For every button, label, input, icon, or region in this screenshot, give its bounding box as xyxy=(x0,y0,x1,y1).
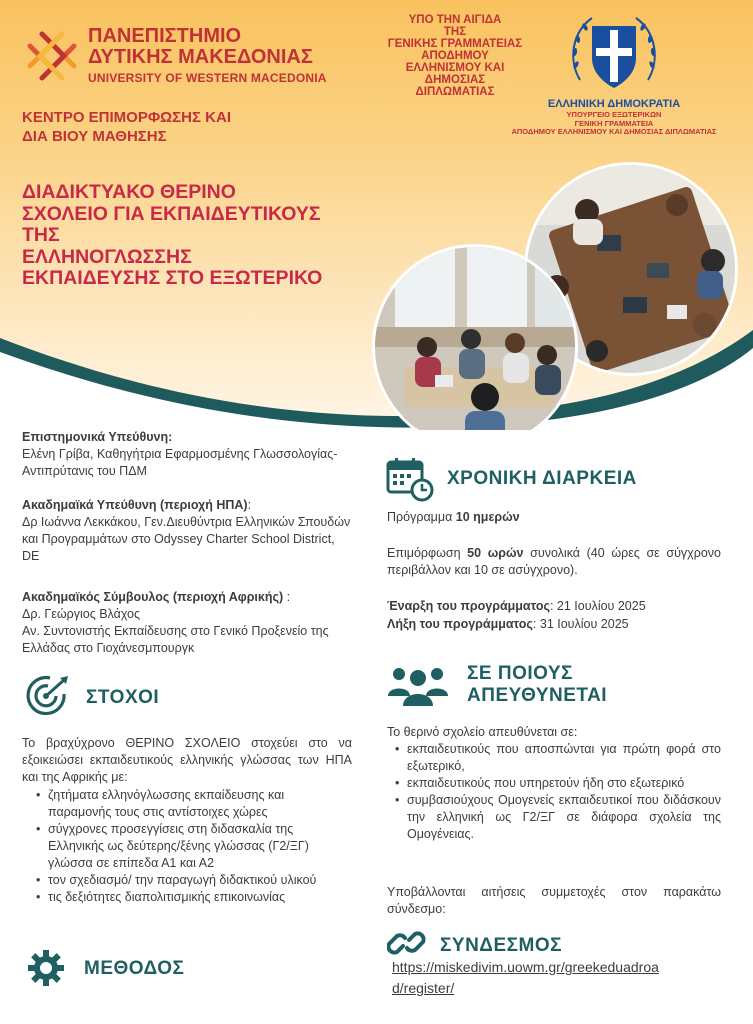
audience-heading: ΣΕ ΠΟΙΟΥΣ ΑΠΕΥΘΥΝΕΤΑΙ xyxy=(467,663,608,706)
academic-advisor: Ακαδημαϊκός Σύμβουλος (περιοχή Αφρικής) : Δρ. Γεώργιος Βλάχος Αν. Συντονιστής Εκπαίδευσης στο Γενικό Προξενείο της Ελλάδας στο Γιοχάνεσμπουργκ xyxy=(22,589,352,657)
gov-title: ΕΛΛΗΝΙΚΗ ΔΗΜΟΚΡΑΤΙΑ xyxy=(547,98,681,110)
link-icon xyxy=(387,926,427,960)
list-item: • ζητήματα ελληνόγλωσσης εκπαίδευσης και παραμονής τους στις αντίστοιχες χώρες xyxy=(34,787,344,821)
link-heading: ΣΥΝΔΕΣΜΟΣ xyxy=(440,935,563,956)
list-item: • εκπαιδευτικούς που υπηρετούν ήδη στο εξωτερικό xyxy=(393,775,721,792)
list-item: • σύγχρονες προσεγγίσεις στη διδασκαλία της Ελληνικής ως δεύτερης/ξένης γλώσσας (Γ2/ΞΓ) γλώσσα σε επίπεδα Α1 και Α2 xyxy=(34,821,344,872)
academic-advisor-text: Αν. Συντονιστής Εκπαίδευσης στο Γενικό Προξενείο της Ελλάδας στο Γιοχάνεσμπουργκ xyxy=(22,624,329,655)
aegis-text: ΥΠΟ ΤΗΝ ΑΙΓΙΔΑ ΤΗΣ ΓΕΝΙΚΗΣ ΓΡΑΜΜΑΤΕΙΑΣ ΑΠΟΔΗΜΟΥ ΕΛΛΗΝΙΣΜΟΥ ΚΑΙ ΔΗΜΟΣΙΑΣ ΔΙΠΛΩΜΑΤΙΑΣ xyxy=(387,14,523,98)
university-logo-icon xyxy=(22,26,82,86)
university-name: ΠΑΝΕΠΙΣΤΗΜΙΟ ΔΥΤΙΚΗΣ ΜΑΚΕΔΟΝΙΑΣ xyxy=(88,25,313,68)
page-title: ΔΙΑΔΙΚΤΥΑΚΟ ΘΕΡΙΝΟ ΣΧΟΛΕΙΟ ΓΙΑ ΕΚΠΑΙΔΕΥΤΙΚΟΥΣ ΤΗΣ ΕΛΛΗΝΟΓΛΩΣΣΗΣ ΕΚΠΑΙΔΕΥΣΗΣ ΣΤΟ ΕΞΩΤΕΡΙΚΟ xyxy=(22,181,323,289)
academic-advisor-heading: Ακαδημαϊκός Σύμβουλος (περιοχή Αφρικής) xyxy=(22,590,284,604)
register-link[interactable]: https://miskedivim.uowm.gr/greekeduadroa d/register/ xyxy=(392,959,659,996)
audience-list xyxy=(393,741,721,843)
academic-advisor-name: Δρ. Γεώργιος Βλάχος xyxy=(22,607,141,621)
audience-intro: Το θερινό σχολείο απευθύνεται σε: xyxy=(387,725,578,739)
training-hours: Επιμόρφωση 50 ωρών συνολικά (40 ώρες σε σύγχρονο περιβάλλον και 10 σε ασύγχρονο). xyxy=(387,546,721,577)
goals-heading: ΣΤΟΧΟΙ xyxy=(86,687,160,708)
target-icon xyxy=(24,674,72,718)
end-date: Λήξη του προγράμματος: 31 Ιουλίου 2025 xyxy=(387,617,629,631)
scientific-lead-heading: Επιστημονικά Υπεύθυνη: xyxy=(22,430,173,444)
center-name: ΚΕΝΤΡΟ ΕΠΙΜΟΡΦΩΣΗΣ ΚΑΙ ΔΙΑ ΒΙΟΥ ΜΑΘΗΣΗΣ xyxy=(22,109,232,145)
university-name-en: UNIVERSITY OF WESTERN MACEDONIA xyxy=(88,71,327,85)
duration-heading: ΧΡΟΝΙΚΗ ΔΙΑΡΚΕΙΑ xyxy=(447,468,637,489)
apply-text: Υποβάλλονται αιτήσεις συμμετοχές στον παρακάτω σύνδεσμο: xyxy=(387,885,721,916)
scientific-lead-text: Ελένη Γρίβα, Καθηγήτρια Εφαρμοσμένης Γλωσσολογίας- Αντιπρύτανις του ΠΔΜ xyxy=(22,447,338,478)
academic-lead-heading: Ακαδημαϊκά Υπεύθυνη (περιοχή ΗΠΑ) xyxy=(22,498,248,512)
goals-list xyxy=(34,787,344,906)
start-date: Έναρξη του προγράμματος: 21 Ιουλίου 2025 xyxy=(387,599,646,613)
list-item: • τις δεξιότητες διαπολιτισμικής επικοινωνίας xyxy=(34,889,344,906)
calendar-icon xyxy=(386,456,434,502)
list-item: • τον σχεδιασμό/ την παραγωγή διδακτικού υλικού xyxy=(34,872,344,889)
gear-icon xyxy=(24,946,68,990)
list-item: • εκπαιδευτικούς που αποσπώνται για πρώτη φορά στο εξωτερικό, xyxy=(393,741,721,775)
academic-lead: Ακαδημαϊκά Υπεύθυνη (περιοχή ΗΠΑ): Δρ Ιωάννα Λεκκάκου, Γεν.Διευθύντρια Ελληνικών Σπουδών και Προγραμμάτων στο Odyssey Charter School District, DE xyxy=(22,498,351,563)
list-item: • συμβασιούχους Ομογενείς εκπαιδευτικοί που διδάσκουν την ελληνική ως Γ2/ΞΓ σε διάφορα σχολεία της Ομογένειας. xyxy=(393,792,721,843)
scientific-lead xyxy=(22,429,352,480)
header-banner xyxy=(0,0,753,430)
academic-lead-text: Δρ Ιωάννα Λεκκάκου, Γεν.Διευθύντρια Ελληνικών Σπουδών και Προγραμμάτων στο Odyssey Charter School District, DE xyxy=(22,515,351,563)
program-length: Πρόγραμμα 10 ημερών xyxy=(387,510,520,524)
greek-emblem-icon xyxy=(566,10,662,96)
gov-subtitle: ΥΠΟΥΡΓΕΙΟ ΕΞΩΤΕΡΙΚΩΝ ΓΕΝΙΚΗ ΓΡΑΜΜΑΤΕΙΑ ΑΠΟΔΗΜΟΥ ΕΛΛΗΝΙΣΜΟΥ ΚΑΙ ΔΗΜΟΣΙΑΣ ΔΙΠΛΩΜΑΤΙΑΣ xyxy=(511,110,717,136)
people-group-icon xyxy=(386,662,450,708)
method-heading: ΜΕΘΟΔΟΣ xyxy=(84,958,185,979)
goals-intro: Το βραχύχρονο ΘΕΡΙΝΟ ΣΧΟΛΕΙΟ στοχεύει στο να εξοικειώσει εκπαιδευτικούς ελληνικής γλώσσας των ΗΠΑ και της Αφρικής με: xyxy=(22,736,352,784)
